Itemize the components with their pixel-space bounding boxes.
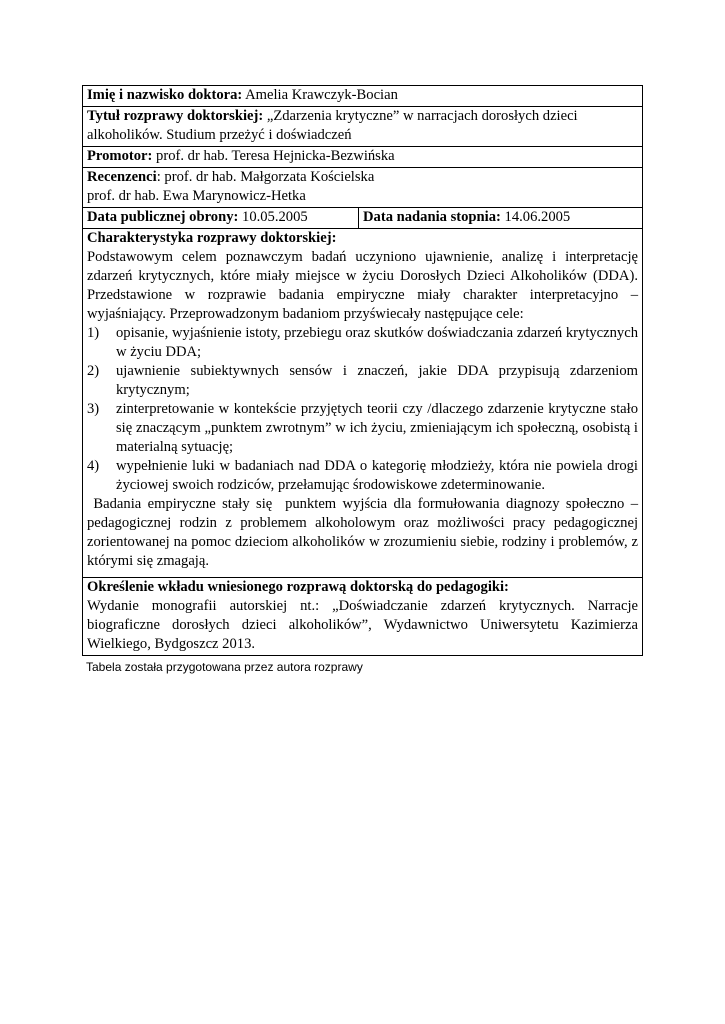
degree-cell: [359, 208, 643, 229]
doctor-name: Amelia Krawczyk-Bocian: [245, 87, 398, 103]
reviewer-2: prof. dr hab. Ewa Marynowicz-Hetka: [87, 188, 306, 204]
title-label: Tytuł rozprawy doktorskiej:: [87, 108, 264, 124]
defense-label: Data publicznej obrony:: [87, 209, 239, 225]
goal-text: zinterpretowanie w kontekście przyjętych teorii czy /dlaczego zdarzenie krytyczne stało się znaczącym „punktem zwrotnym” w ich życiu, zmieniającym ich społeczną, osobistą i materialną sytuację;: [116, 401, 638, 455]
goal-item: [87, 362, 638, 400]
characteristics-closing: Badania empiryczne stały się punktem wyjścia dla formułowania diagnozy społeczno – pedagogicznej rodzin z problemem alkoholowym oraz możliwości pracy pedagogicznej zorientowanej na pomoc dzieciom alkoholików w zrozumieniu siebie, rodziny i problemów, z którymi się zmagają.: [87, 496, 642, 569]
characteristics-row: [83, 229, 643, 578]
contribution-heading: Określenie wkładu wniesionego rozprawą doktorską do pedagogiki:: [87, 579, 509, 595]
contribution-row: [83, 578, 643, 656]
goal-item: [87, 457, 638, 495]
defense-date: 10.05.2005: [242, 209, 308, 225]
table-footnote: Tabela została przygotowana przez autora rozprawy: [86, 660, 363, 674]
goal-number: 1): [87, 325, 100, 341]
characteristics-intro: Podstawowym celem poznawczym badań uczyniono ujawnienie, analizę i interpretację zdarzeń krytycznych, które miały miejsce w życiu Dorosłych Dzieci Alkoholików (DDA). Przedstawione w rozprawie badania empiryczne miały charakter interpretacyjno – wyjaśniający. Przeprowadzonym badaniom przyświecały następujące cele:: [87, 249, 638, 322]
goal-text: opisanie, wyjaśnienie istoty, przebiegu oraz skutków doświadczania zdarzeń krytycznych w życiu DDA;: [116, 325, 638, 360]
title-row: [83, 107, 643, 147]
reviewer-1: : prof. dr hab. Małgorzata Kościelska: [156, 169, 375, 185]
thesis-info-table: [82, 85, 643, 656]
promotor-label: Promotor:: [87, 148, 153, 164]
reviewers-row: [83, 168, 643, 208]
goal-item: [87, 400, 638, 457]
doctor-cell: [83, 86, 643, 107]
degree-date: 14.06.2005: [504, 209, 571, 225]
goals-list: [87, 324, 638, 495]
goal-number: 2): [87, 363, 100, 379]
reviewers-cell: [83, 168, 643, 208]
promotor-name: prof. dr hab. Teresa Hejnicka-Bezwińska: [156, 148, 395, 164]
promotor-cell: [83, 147, 643, 168]
goal-text: wypełnienie luki w badaniach nad DDA o kategorię młodzieży, która nie powiela drogi życiowej swoich rodziców, przełamując środowiskowe zdeterminowanie.: [116, 458, 638, 493]
contribution-cell: [83, 578, 643, 656]
goal-number: 4): [87, 458, 100, 474]
goal-item: [87, 324, 638, 362]
thesis-title: „Zdarzenia krytyczne” w narracjach dorosłych dzieci alkoholików. Studium przeżyć i doświadczeń: [87, 108, 578, 143]
promotor-row: [83, 147, 643, 168]
contribution-text: Wydanie monografii autorskiej nt.: „Doświadczanie zdarzeń krytycznych. Narracje biograficzne dorosłych dzieci alkoholików”, Wydawnictwo Uniwersytetu Kazimierza Wielkiego, Bydgoszcz 2013.: [87, 598, 638, 652]
goal-text: ujawnienie subiektywnych sensów i znaczeń, jakie DDA przypisują zdarzeniom krytycznym;: [116, 363, 638, 398]
title-cell: [83, 107, 643, 147]
characteristics-cell: [83, 229, 643, 578]
defense-cell: [83, 208, 359, 229]
doctor-label: Imię i nazwisko doktora:: [87, 87, 243, 103]
goal-number: 3): [87, 401, 100, 417]
dates-row: [83, 208, 643, 229]
degree-label: Data nadania stopnia:: [363, 209, 501, 225]
characteristics-heading: Charakterystyka rozprawy doktorskiej:: [87, 230, 337, 246]
doctor-row: [83, 86, 643, 107]
reviewers-label: Recenzenci: [87, 169, 157, 185]
